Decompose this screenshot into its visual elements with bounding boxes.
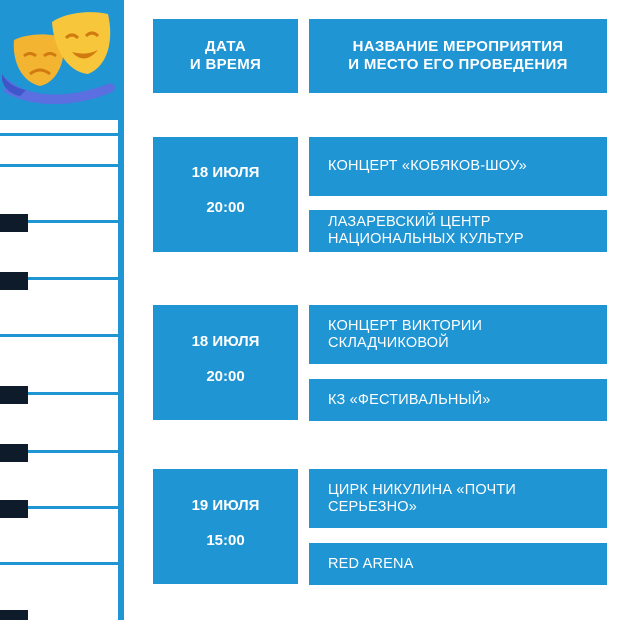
event-time: 20:00	[206, 368, 245, 385]
event-date-time-box	[153, 137, 298, 252]
event-date-time-box	[153, 305, 298, 420]
event-time: 20:00	[206, 199, 245, 216]
event-place: RED ARENA	[309, 543, 607, 585]
sidebar	[0, 0, 124, 620]
piano-keys-graphic	[0, 120, 124, 620]
event-date: 19 ИЮЛЯ	[191, 497, 260, 514]
event-date: 18 ИЮЛЯ	[191, 333, 260, 350]
piano-keys	[0, 120, 124, 620]
event-date: 18 ИЮЛЯ	[191, 164, 260, 181]
header-event-place: НАЗВАНИЕ МЕРОПРИЯТИЯ И МЕСТО ЕГО ПРОВЕДЕНИЯ	[309, 19, 607, 93]
logo-panel	[0, 0, 124, 120]
event-place: КЗ «ФЕСТИВАЛЬНЫЙ»	[309, 379, 607, 421]
event-name: КОНЦЕРТ ВИКТОРИИ СКЛАДЧИКОВОЙ	[309, 305, 607, 364]
event-time: 15:00	[206, 532, 245, 549]
header-date-time: ДАТА И ВРЕМЯ	[153, 19, 298, 93]
event-date-time-box	[153, 469, 298, 584]
event-name: ЦИРК НИКУЛИНА «ПОЧТИ СЕРЬЕЗНО»	[309, 469, 607, 528]
event-place: ЛАЗАРЕВСКИЙ ЦЕНТР НАЦИОНАЛЬНЫХ КУЛЬТУР	[309, 210, 607, 252]
event-name: КОНЦЕРТ «КОБЯКОВ-ШОУ»	[309, 137, 607, 196]
theater-masks-icon	[0, 0, 124, 120]
